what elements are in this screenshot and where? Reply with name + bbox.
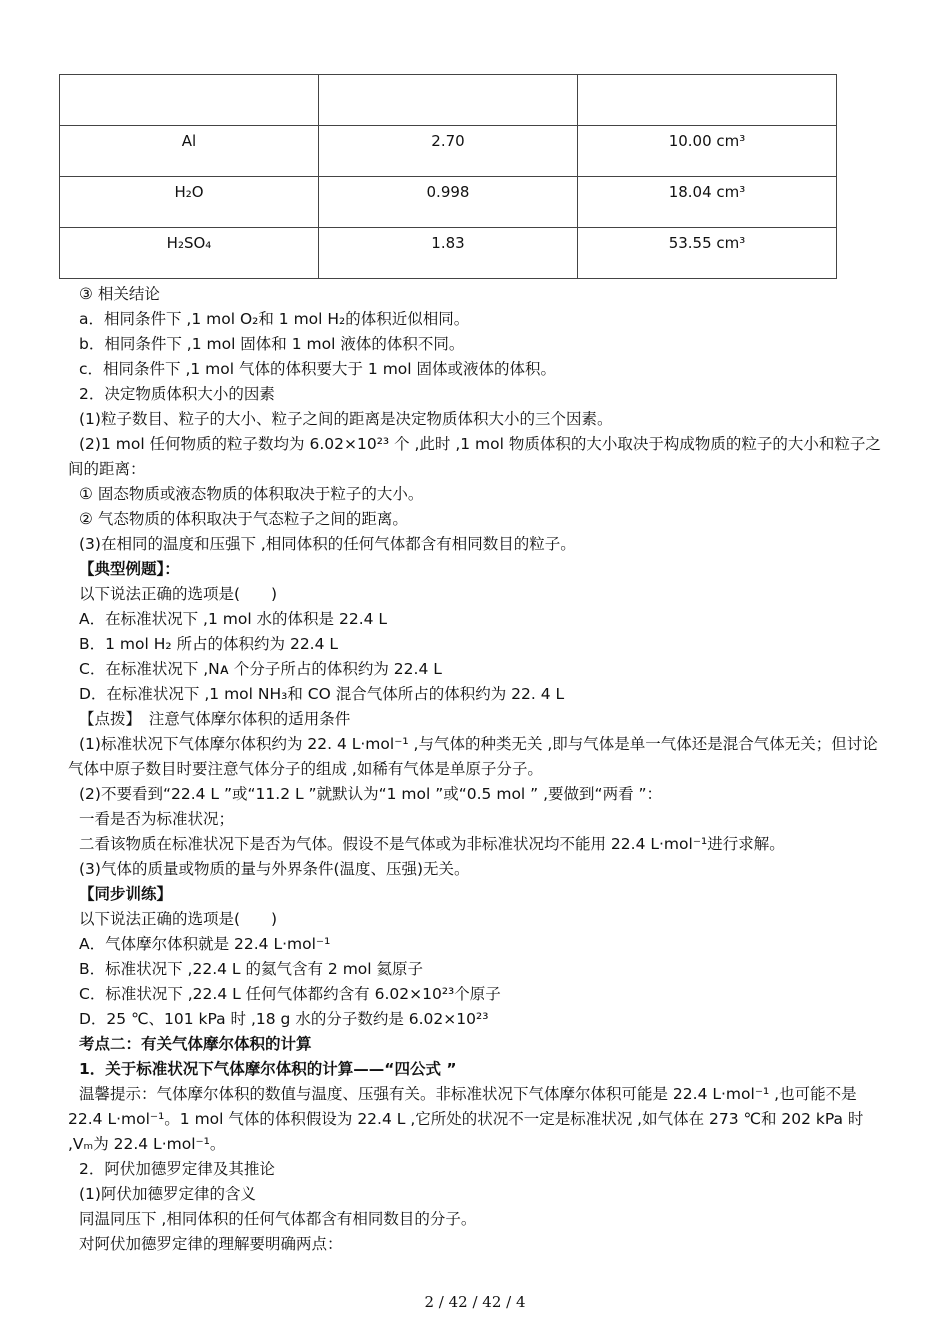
table-cell [578,126,837,177]
text-line: (1)粒子数目、粒子的大小、粒子之间的距离是决定物质体积大小的三个因素。 [79,410,613,428]
text-line: C．在标准状况下 ,Nᴀ 个分子所占的体积约为 22.4 L [79,660,442,678]
text-line: 二看该物质在标准状况下是否为气体。假设不是气体或为非标准状况均不能用 22.4 L·mol⁻¹进行求解。 [79,835,785,853]
table-cell [578,228,837,279]
cell-text [319,75,577,81]
section-heading: 考点二：有关气体摩尔体积的计算 [79,1035,312,1053]
cell-text [578,75,836,81]
text-line: B．标准状况下 ,22.4 L 的氦气含有 2 mol 氦原子 [79,960,424,978]
text-line: 温馨提示：气体摩尔体积的数值与温度、压强有关。非标准状况下气体摩尔体积可能是 22.4 L·mol⁻¹ ,也可能不是 22.4 L·mol⁻¹。1 mol 气体的体积假设为 22.4 L ,它所处的状况不一定是标准状况 ,如气体在 273 ℃和 202 kPa 时 ,Vₘ为 22.4 L·mol⁻¹。 [68,1085,869,1153]
text-line: b．相同条件下 ,1 mol 固体和 1 mol 液体的体积不同。 [79,335,465,353]
table-cell [319,126,578,177]
section-heading: 【同步训练】 [79,885,173,903]
text-line: (2)不要看到“22.4 L ”或“11.2 L ”就默认为“1 mol ”或“0.5 mol ” ,要做到“两看 ”： [79,785,663,803]
text-line: c．相同条件下 ,1 mol 气体的体积要大于 1 mol 固体或液体的体积。 [79,360,557,378]
text-line: (2)1 mol 任何物质的粒子数均为 6.02×10²³ 个 ,此时 ,1 mol 物质体积的大小取决于构成物质的粒子的大小和粒子之间的距离： [68,435,881,478]
text-line: A．气体摩尔体积就是 22.4 L·mol⁻¹ [79,935,331,953]
cell-text: Al [181,132,197,150]
text-line: a．相同条件下 ,1 mol O₂和 1 mol H₂的体积近似相同。 [79,310,470,328]
table-cell [319,75,578,126]
cell-text: 10.00 cm³ [668,132,746,150]
section-heading: 1．关于标准状况下气体摩尔体积的计算——“四公式 ” [79,1060,457,1078]
text-line: D．25 ℃、101 kPa 时 ,18 g 水的分子数约是 6.02×10²³ [79,1010,489,1028]
cell-text: 0.998 [426,183,470,201]
table-cell [60,177,319,228]
cell-text: 1.83 [431,234,465,252]
text-line: D．在标准状况下 ,1 mol NH₃和 CO 混合气体所占的体积约为 22. 4 L [79,685,565,703]
text-line: A．在标准状况下 ,1 mol 水的体积是 22.4 L [79,610,388,628]
table-cell [60,228,319,279]
cell-text: H₂SO₄ [166,234,212,252]
text-line: 对阿伏加德罗定律的理解要明确两点： [79,1235,343,1253]
text-line: (3)气体的质量或物质的量与外界条件(温度、压强)无关。 [79,860,470,878]
table-cell [578,75,837,126]
cell-text [60,75,318,81]
text-line: (3)在相同的温度和压强下 ,相同体积的任何气体都含有相同数目的粒子。 [79,535,576,553]
document-body [68,282,882,1257]
text-line: B．1 mol H₂ 所占的体积约为 22.4 L [79,635,339,653]
table-cell [319,228,578,279]
table-cell [60,126,319,177]
text-line: 以下说法正确的选项是( ) [79,585,278,603]
text-line: ① 固态物质或液态物质的体积取决于粒子的大小。 [79,485,424,503]
table-row [60,75,837,126]
cell-text: 18.04 cm³ [668,183,746,201]
cell-text: 2.70 [431,132,465,150]
text-line: 2．决定物质体积大小的因素 [79,385,275,403]
text-line: 同温同压下 ,相同体积的任何气体都含有相同数目的分子。 [79,1210,477,1228]
section-heading: 【典型例题】： [79,560,180,578]
density-table [59,74,837,279]
table-row [60,228,837,279]
text-line: 一看是否为标准状况； [79,810,235,828]
table-cell [60,75,319,126]
text-line: ③ 相关结论 [79,285,160,303]
text-line: 【点拨】 注意气体摩尔体积的适用条件 [79,710,351,728]
cell-text: 53.55 cm³ [668,234,746,252]
page-number: 2 / 42 / 42 / 4 [424,1293,526,1311]
table-cell [578,177,837,228]
text-line: 2．阿伏加德罗定律及其推论 [79,1160,275,1178]
table-row [60,126,837,177]
text-line: C．标准状况下 ,22.4 L 任何气体都约含有 6.02×10²³个原子 [79,985,501,1003]
text-line: ② 气态物质的体积取决于气态粒子之间的距离。 [79,510,408,528]
text-line: 以下说法正确的选项是( ) [79,910,278,928]
table-cell [319,177,578,228]
table-row [60,177,837,228]
cell-text: H₂O [174,183,204,201]
text-line: (1)阿伏加德罗定律的含义 [79,1185,256,1203]
text-line: (1)标准状况下气体摩尔体积约为 22. 4 L·mol⁻¹ ,与气体的种类无关 ,即与气体是单一气体还是混合气体无关；但讨论气体中原子数目时要注意气体分子的组成 ,如稀有气体是单原子分子。 [68,735,878,778]
